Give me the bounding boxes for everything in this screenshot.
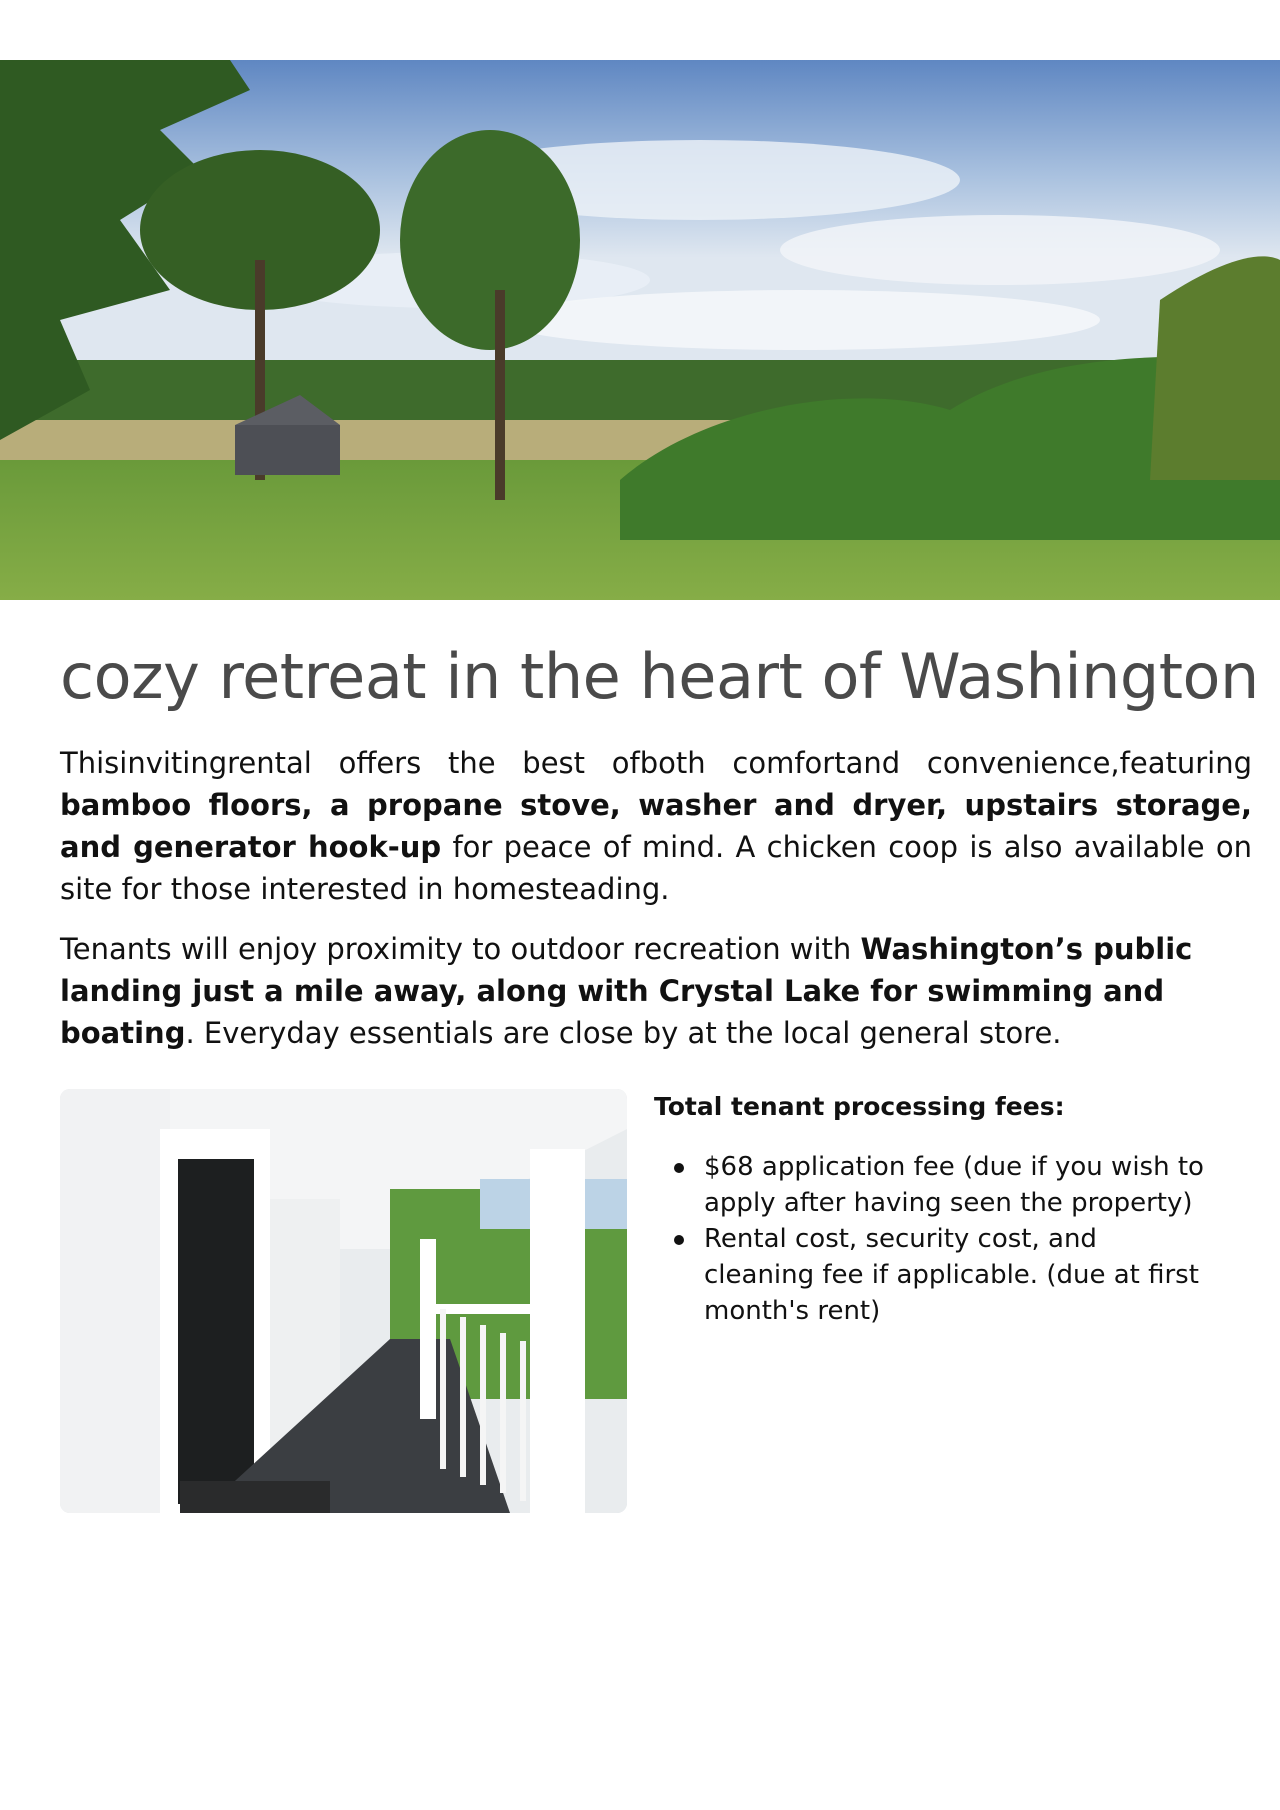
location-highlight-text: Washington’s public landing just a mile away, along with Crystal Lake for swimming and boating: [60, 932, 1193, 1050]
hero-landscape-photo: [0, 60, 1280, 600]
description-paragraph-amenities: [60, 742, 1252, 910]
fees-heading: Total tenant processing fees:: [654, 1092, 1065, 1121]
amenities-intro-text: Thisinvitingrental offers the best ofboth comfortand convenience,featuring: [60, 746, 1252, 780]
bullet-icon: [674, 1235, 684, 1245]
fee-item-text: Rental cost, security cost, and cleaning fee if applicable. (due at first month's rent): [704, 1224, 1199, 1326]
amenities-outro-text: for peace of mind. A chicken coop is also available on site for those interested in homesteading.: [60, 830, 1252, 906]
page-title: cozy retreat in the heart of Washington: [60, 640, 1259, 713]
location-outro-text: . Everyday essentials are close by at the local general store.: [185, 1016, 1062, 1050]
list-item: [704, 1221, 1214, 1329]
porch-photo: [60, 1089, 627, 1513]
list-item: [704, 1149, 1214, 1221]
fees-list: [654, 1149, 1214, 1329]
fees-section: [654, 1092, 1214, 1329]
description-paragraph-location: [60, 928, 1252, 1054]
amenities-features-text: bamboo floors, a propane stove, washer and dryer, upstairs storage, and generator hook-up: [60, 788, 1252, 864]
bullet-icon: [674, 1163, 684, 1173]
location-intro-text: Tenants will enjoy proximity to outdoor recreation with: [60, 932, 861, 966]
fee-item-text: $68 application fee (due if you wish to apply after having seen the property): [704, 1152, 1204, 1218]
